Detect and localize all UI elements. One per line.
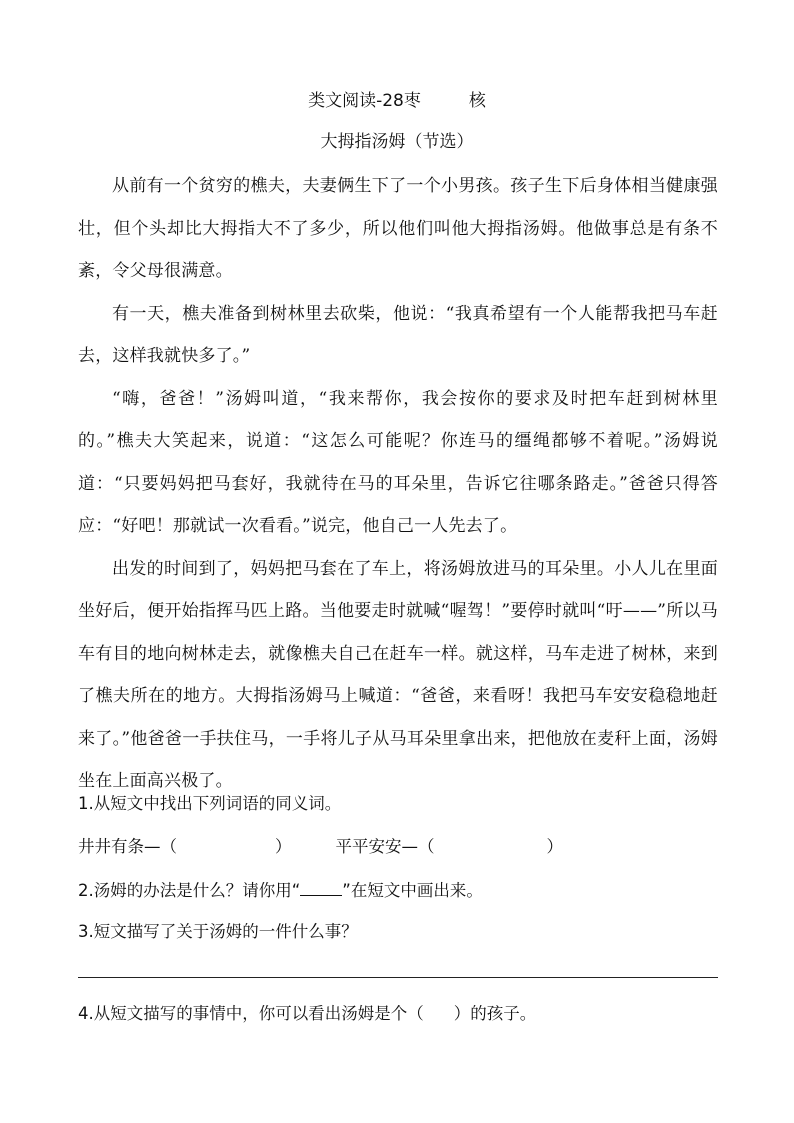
question-3: 3.短文描写了关于汤姆的一件什么事？ <box>78 922 358 941</box>
story-paragraph-4: 出发的时间到了，妈妈把马套在了车上，将汤姆放进马的耳朵里。小人儿在里面坐好后，便开始指挥马匹上路。当他要走时就喊“喔驾！”要停时就叫“吁——”所以马车有目的地向树林走去，就像樵夫自己在赶车一样。就这样，马车走进了树林，来到了樵夫所在的地方。大拇指汤姆马上喊道：“爸爸，来看呀！我把马车安安稳稳地赶来了。”他爸爸一手扶住马，一手将儿子从马耳朵里拿出来，把他放在麦秆上面，汤姆坐在上面高兴极了。 <box>78 558 718 791</box>
page-title-suffix: 核 <box>468 91 486 111</box>
question-2-text-end: ”在短文中画出来。 <box>342 881 483 900</box>
question-4-text-end: ）的孩子。 <box>453 1004 537 1023</box>
story-body <box>78 165 718 803</box>
story-paragraph-3: “嗨，爸爸！”汤姆叫道，“我来帮你，我会按你的要求及时把车赶到树林里的。”樵夫大笑起来，说道：“这怎么可能呢？你连马的缰绳都够不着呢。”汤姆说道：“只要妈妈把马套好，我就待在马的耳朵里，告诉它往哪条路走。”爸爸只得答应：“好吧！那就试一次看看。”说完，他自己一人先去了。 <box>78 388 718 536</box>
question-4 <box>78 1000 718 1024</box>
synonym-prompt-2: 平平安安—（ <box>335 837 435 856</box>
story-paragraph-2: 有一天，樵夫准备到树林里去砍柴，他说：“我真希望有一个人能帮我把马车赶去，这样我就快多了。” <box>78 303 718 366</box>
synonym-prompt-1: 井井有条—（ <box>78 837 177 856</box>
synonym-close-1: ） <box>275 837 292 856</box>
question-2-text-start: 2.汤姆的办法是什么？请你用“ <box>78 881 301 900</box>
question-3-answer-line[interactable] <box>78 977 718 978</box>
question-4-text-start: 4.从短文描写的事情中，你可以看出汤姆是个（ <box>78 1004 424 1023</box>
page-title-text: 类文阅读-28枣 <box>308 91 421 111</box>
question-1: 1.从短文中找出下列词语的同义词。 <box>78 794 342 813</box>
synonym-close-2: ） <box>546 837 563 856</box>
underline-sample <box>300 881 342 896</box>
story-title: 大拇指汤姆（节选） <box>320 132 474 152</box>
question-1-items <box>78 833 718 857</box>
page-title <box>0 86 794 111</box>
question-2 <box>78 877 718 901</box>
story-paragraph-1: 从前有一个贫穷的樵夫，夫妻俩生下了一个小男孩。孩子生下后身体相当健康强壮，但个头却比大拇指大不了多少，所以他们叫他大拇指汤姆。他做事总是有条不紊，令父母很满意。 <box>78 176 718 281</box>
